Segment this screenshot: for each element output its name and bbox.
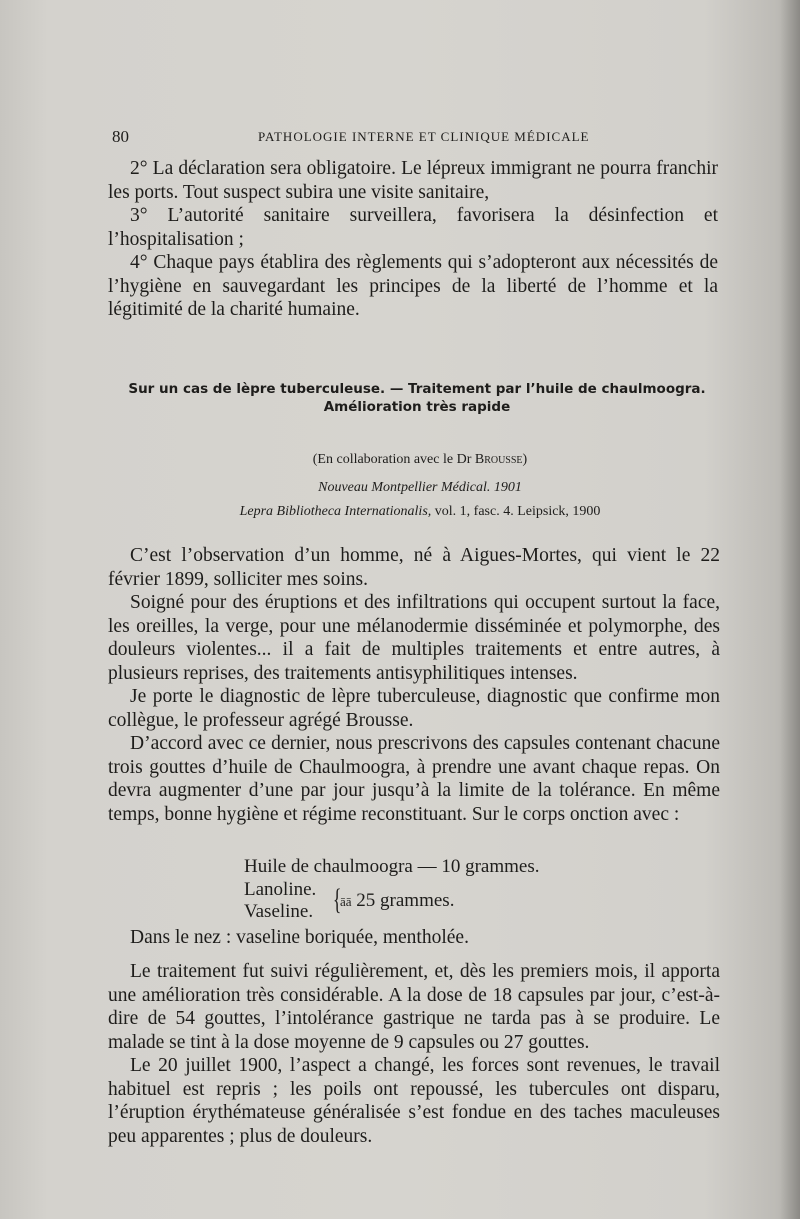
page-edge-shadow: [780, 0, 800, 1219]
page-header: [112, 127, 712, 151]
treatment-text: [108, 960, 720, 1148]
recipe-line-oil: Huile de chaulmoogra — 10 grammes.: [244, 856, 540, 877]
recipe: [244, 855, 540, 922]
collab-suffix: ): [522, 452, 528, 467]
intro-paragraph-4: 4° Chaque pays établira des règlements qui s’adopteront aux nécessités de l’hygiène en sauvegardant les principes de la liberté de l’homme et la légitimité de la charité humaine.: [108, 252, 718, 320]
article-title-line-2: Amélioration très rapide: [323, 399, 511, 415]
page-number: 80: [112, 127, 129, 146]
paragraph-prescription: D’accord avec ce dernier, nous prescrivons des capsules contenant chacune trois gouttes d’huile de Chaulmoogra, à prendre une avant chaque repas. On devra augmenter d’une par jour jusqu’à la limite de la tolérance. En même temps, bonne hygiène et régime reconstituant. Sur le corps onction avec :: [108, 733, 720, 825]
recipe-quantity: [340, 889, 454, 913]
paragraph-history: Soigné pour des éruptions et des infiltrations qui occupent surtout la face, les oreilles, la verge, pour une mélanodermie disséminée et polymorphe, des douleurs violentes... il a fait de multiples traitements et entre autres, à plusieurs reprises, des traitements antisyphilitiques intenses.: [108, 592, 720, 684]
lepra-title: Lepra Bibliotheca Internationalis,: [239, 504, 432, 519]
nose-line: Dans le nez : vaseline boriquée, mentholée.: [130, 927, 469, 948]
journal-reference: Nouveau Montpellier Médical. 1901: [318, 480, 522, 495]
article-title-line-1: Sur un cas de lèpre tuberculeuse. — Traitement par l’huile de chaulmoogra.: [128, 381, 706, 397]
running-head: PATHOLOGIE INTERNE ET CLINIQUE MÉDICALE: [258, 129, 590, 144]
collab-name: Brousse: [474, 452, 523, 467]
intro-paragraph-3: 3° L’autorité sanitaire surveillera, favorisera la désinfection et l’hospitalisation ;: [108, 205, 718, 250]
collab-prefix: (En collaboration avec le Dr: [312, 452, 475, 467]
recipe-aa: āā: [340, 894, 352, 909]
observation-text: [108, 544, 720, 826]
paragraph-diagnosis: Je porte le diagnostic de lèpre tuberculeuse, diagnostic que confirme mon collègue, le professeur agrégé Brousse.: [108, 686, 720, 731]
lepra-reference: [120, 504, 720, 520]
article-title: [122, 380, 712, 416]
lepra-details: vol. 1, fasc. 4. Leipsick, 1900: [431, 504, 601, 519]
recipe-brace-group: [244, 879, 504, 925]
collaboration-note: [120, 452, 720, 468]
paragraph-outcome: Le 20 juillet 1900, l’aspect a changé, les forces sont revenues, le travail habituel est repris ; les poils ont repoussé, les tubercules ont disparu, l’éruption érythémateuse généralisée s’est fondue en des taches maculeuses peu apparentes ; plus de douleurs.: [108, 1055, 720, 1147]
paragraph-observation: C’est l’observation d’un homme, né à Aigues-Mortes, qui vient le 22 février 1899, solliciter mes soins.: [108, 545, 720, 590]
recipe-item-lanoline: Lanoline.: [244, 879, 317, 900]
recipe-item-vaseline: Vaseline.: [244, 901, 314, 922]
intro-paragraphs: [108, 157, 718, 322]
recipe-quantity-value: 25 grammes.: [351, 890, 455, 911]
brace-icon: {: [332, 883, 342, 916]
paragraph-treatment: Le traitement fut suivi régulièrement, et, dès les premiers mois, il apporta une amélioration très considérable. A la dose de 18 capsules par jour, c’est-à-dire de 54 gouttes, l’intolérance gastrique ne tarda pas à se produire. Le malade se tint à la dose moyenne de 9 capsules ou 27 gouttes.: [108, 961, 720, 1053]
intro-paragraph-2: 2° La déclaration sera obligatoire. Le lépreux immigrant ne pourra franchir les ports. Tout suspect subira une visite sanitaire,: [108, 158, 718, 203]
recipe-ingredients: [244, 879, 316, 923]
